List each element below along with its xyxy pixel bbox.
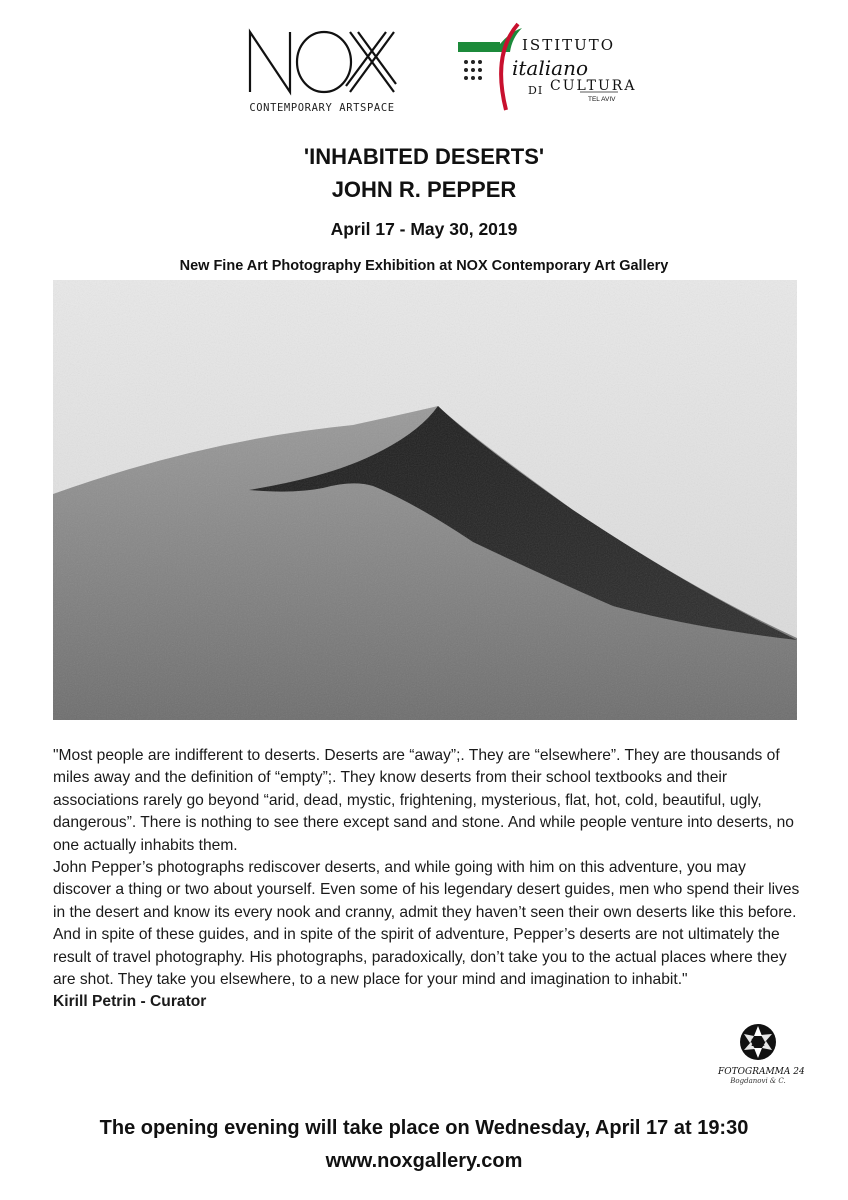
curator-quote (53, 745, 805, 1014)
iic-city: TEL AVIV (588, 96, 616, 103)
desert-dune-icon (53, 280, 797, 720)
nox-subtitle: CONTEMPORARY ARTSPACE (249, 102, 395, 114)
website-link[interactable]: www.noxgallery.com (325, 1150, 523, 1172)
fotogramma-number: 24 (751, 1038, 765, 1049)
fotogramma-sub: Bogdanovi & C. (730, 1077, 786, 1085)
iic-di: DI (528, 84, 544, 97)
iic-istituto: ISTITUTO (522, 36, 616, 54)
fotogramma-name: FOTOGRAMMA 24 (718, 1067, 805, 1077)
iic-italiano: italiano (512, 56, 588, 80)
quote-paragraph-2: John Pepper’s photographs rediscover deserts, and while going with him on this adventure, you may discover a thing or two about yourself. Even some of his legendary desert guides, men who spend their lives in the desert and know its every nook and cranny, admit they haven’t seen their own deserts like this before. And in spite of these guides, and in spite of the spirit of adventure, Pepper’s deserts are not ultimately the result of travel photography. His photographs, paradoxically, don’t take you to the actual places where they are shot. They take you elsewhere, to a new place for your mind and imagination to inhabit." (53, 859, 800, 989)
quote-paragraph-1: "Most people are indifferent to deserts. Deserts are “away”;. They are “elsewhere”. They are thousands of miles away and the definition of “empty”;. They know deserts from their school textbooks and their associations rarely go beyond “arid, dead, mystic, frightening, mysterious, flat, hot, cold, beautiful, ugly, dangerous”. There is nothing to see there except sand and stone. And while people venture into deserts, no one actually inhabits them. (53, 747, 794, 854)
nox-logo (246, 26, 398, 118)
logo-bar (0, 14, 848, 124)
curator-signature: Kirill Petrin - Curator (53, 993, 207, 1011)
fotogramma-24-logo (718, 1022, 805, 1092)
nox-wordmark-icon (246, 26, 398, 98)
exhibition-subtitle: New Fine Art Photography Exhibition at NOX Contemporary Art Gallery (179, 258, 669, 274)
iic-cultura: CULTURA (550, 78, 637, 94)
opening-announcement: The opening evening will take place on Wednesday, April 17 at 19:30 (99, 1117, 749, 1139)
camera-aperture-icon (738, 1022, 778, 1062)
artist-name: JOHN R. PEPPER (331, 177, 517, 202)
iic-logo (452, 14, 637, 124)
exhibition-dates: April 17 - May 30, 2019 (330, 219, 518, 239)
desert-dune-photo (53, 280, 797, 720)
exhibition-title: 'INHABITED DESERTS' (303, 144, 545, 169)
